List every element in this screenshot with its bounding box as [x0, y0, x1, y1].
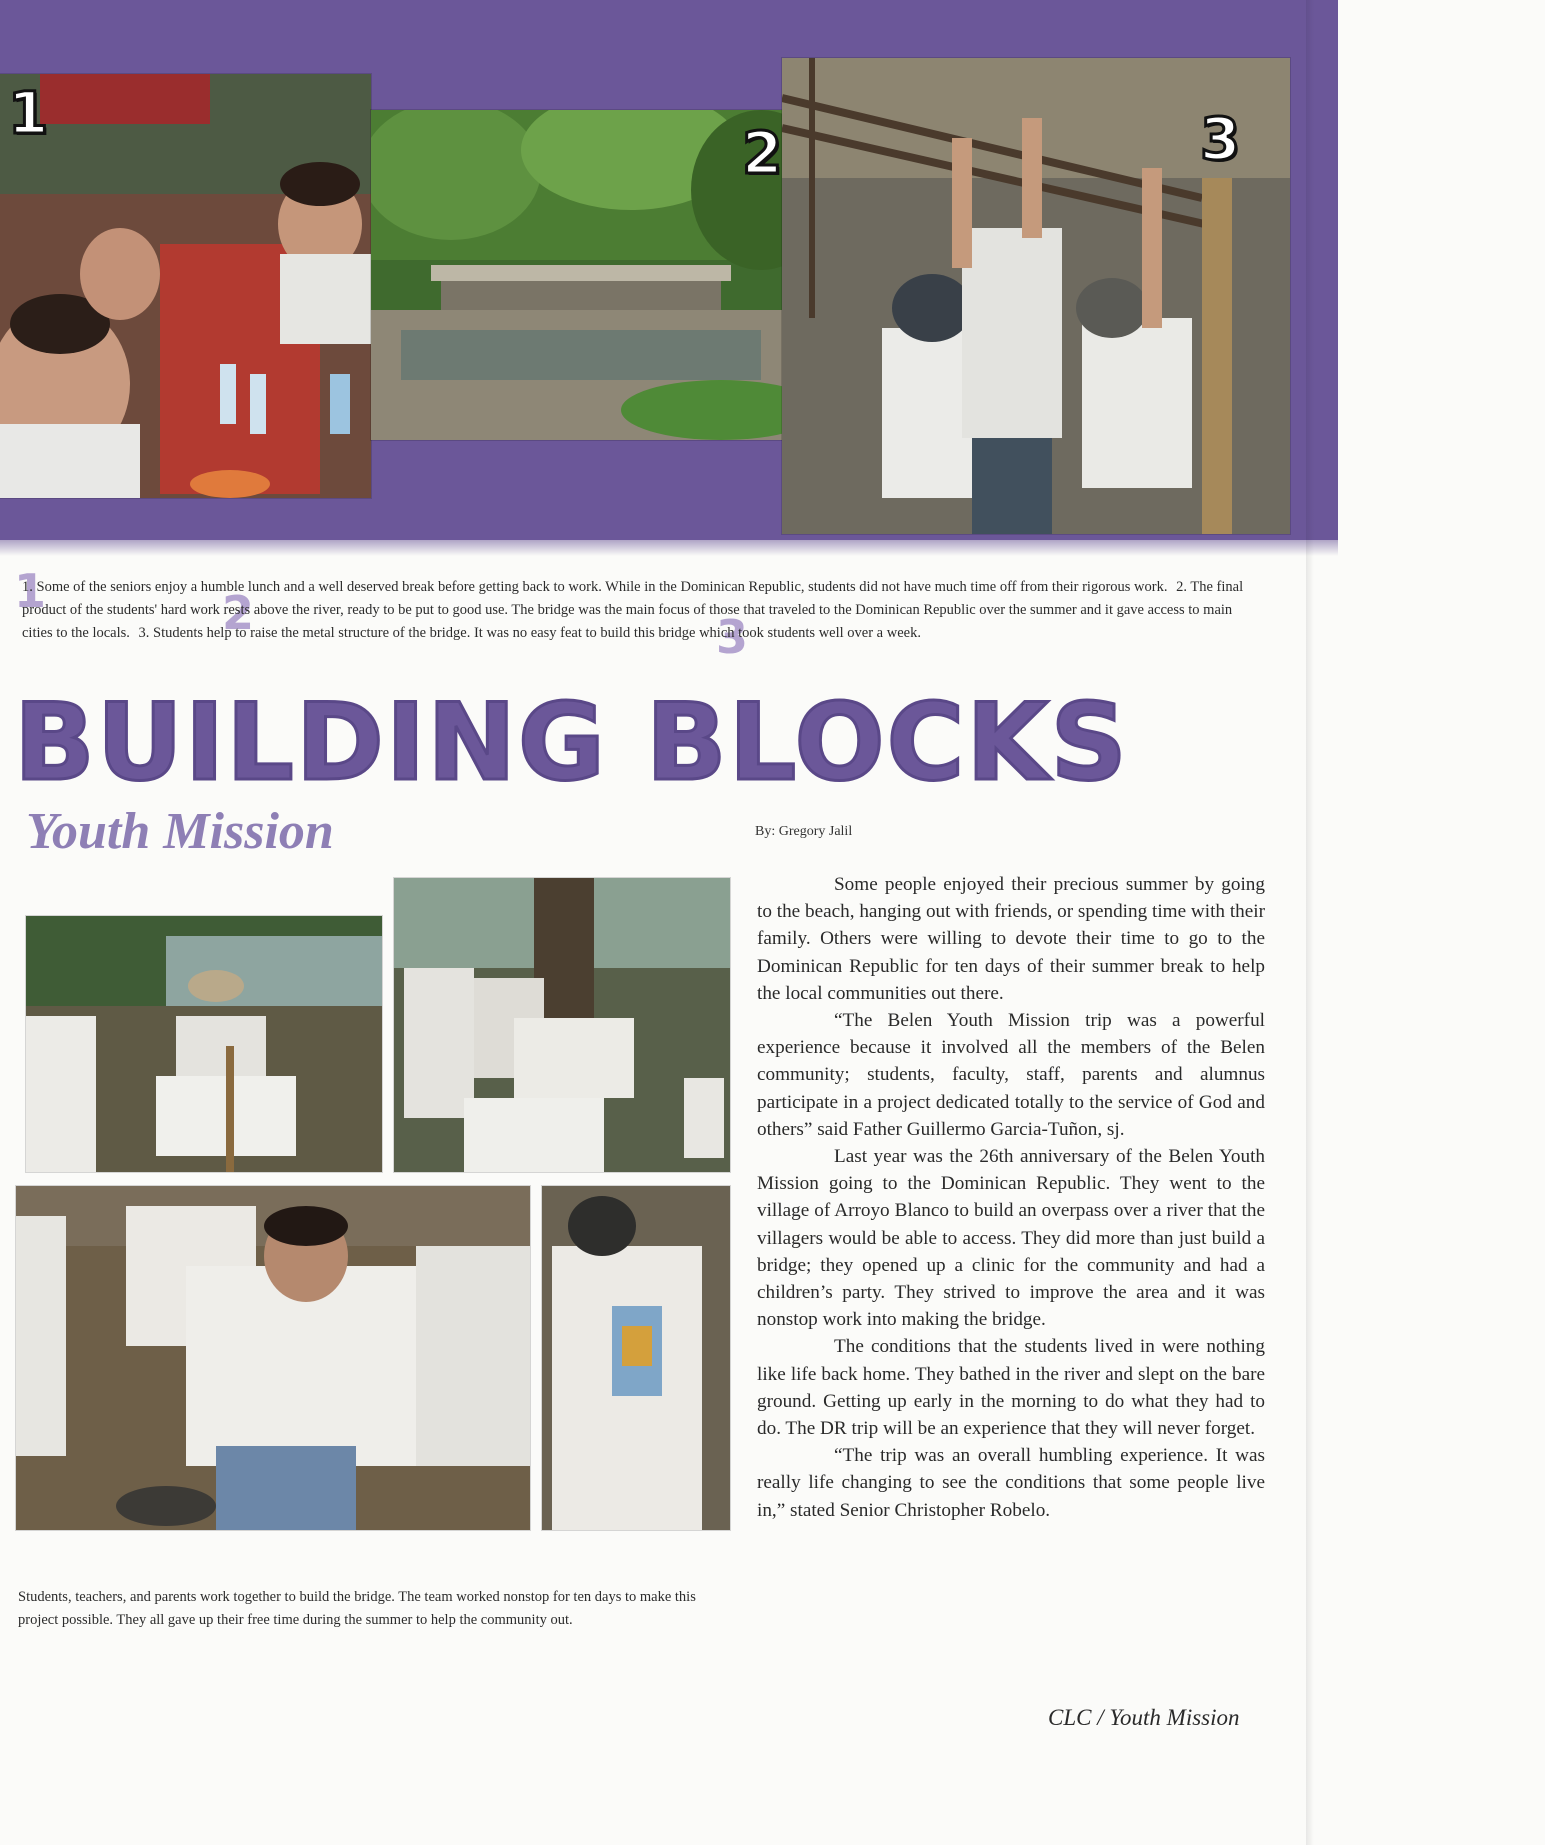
photo-grid-3 [16, 1186, 530, 1530]
article-paragraph: “The trip was an overall humbling experience. It was really life changing to see the conditions that some people live in,” stated Senior Christopher Robelo. [757, 1445, 1265, 1521]
byline: By: Gregory Jalil [755, 824, 853, 839]
photo-number-3: 3 [1200, 105, 1241, 173]
caption-marker-3: 3 [716, 610, 749, 664]
photo-grid-4 [542, 1186, 730, 1530]
photo-number-2: 2 [742, 119, 783, 187]
caption-marker-2: 2 [222, 586, 255, 640]
scan-edge [1306, 0, 1314, 1845]
headline: BUILDING BLOCKS [14, 681, 1129, 804]
caption-item-3: 3. Students help to raise the metal structure of the bridge. It was no easy feat to build this bridge which took students well over a week. [138, 625, 921, 641]
caption-marker-1: 1 [14, 564, 47, 618]
photo-number-1: 1 [8, 79, 49, 147]
photo-grid-1 [26, 916, 382, 1172]
page-footer: CLC / Youth Mission [1048, 1705, 1240, 1730]
photo-grid-2 [394, 878, 730, 1172]
article-body [757, 871, 1265, 1524]
article-paragraph: “The Belen Youth Mission trip was a powerful experience because it involved all the members of the Belen community; students, faculty, staff, parents and alumnus participate in a project dedicated totally to the service of God and others” said Father Guillermo Garcia-Tuñon, sj. [757, 1010, 1265, 1140]
photo-lunch [0, 74, 371, 498]
article-paragraph: Last year was the 26th anniversary of the Belen Youth Mission going to the Dominican Republic. They went to the village of Arroyo Blanco to build an overpass over a river that the villagers would be able to access. They did more than just build a bridge; they opened up a clinic for the community and had a children’s party. They strived to improve the area and it was nonstop work into making the bridge. [757, 1146, 1265, 1331]
article-paragraph: The conditions that the students lived in were nothing like life back home. They bathed in the river and slept on the bare ground. Getting up early in the morning to do what they had to do. The DR trip will be an experience that they will never forget. [757, 1336, 1265, 1440]
caption-item-1: 1. Some of the seniors enjoy a humble lunch and a well deserved break before getting back to work. While in the Dominican Republic, students did not have much time off from their rigorous work. [22, 579, 1168, 595]
photo-caption [22, 576, 1262, 645]
caption-item-2: 2. The final product of the students' hard work rests above the river, ready to be put to good use. The bridge was the main focus of those that traveled to the Dominican Republic over the summer and it gave access to main cities to the locals. [22, 579, 1244, 641]
article-paragraph: Some people enjoyed their precious summer by going to the beach, hanging out with friends, or spending time with their family. Others were willing to devote their time to go to the Dominican Republic for ten days of their summer break to help the local communities out there. [757, 874, 1265, 1004]
subhead: Youth Mission [26, 803, 334, 860]
photo-grid-caption: Students, teachers, and parents work together to build the bridge. The team worked nonstop for ten days to make this project possible. They all gave up their free time during the summer to help the community out. [18, 1589, 696, 1628]
